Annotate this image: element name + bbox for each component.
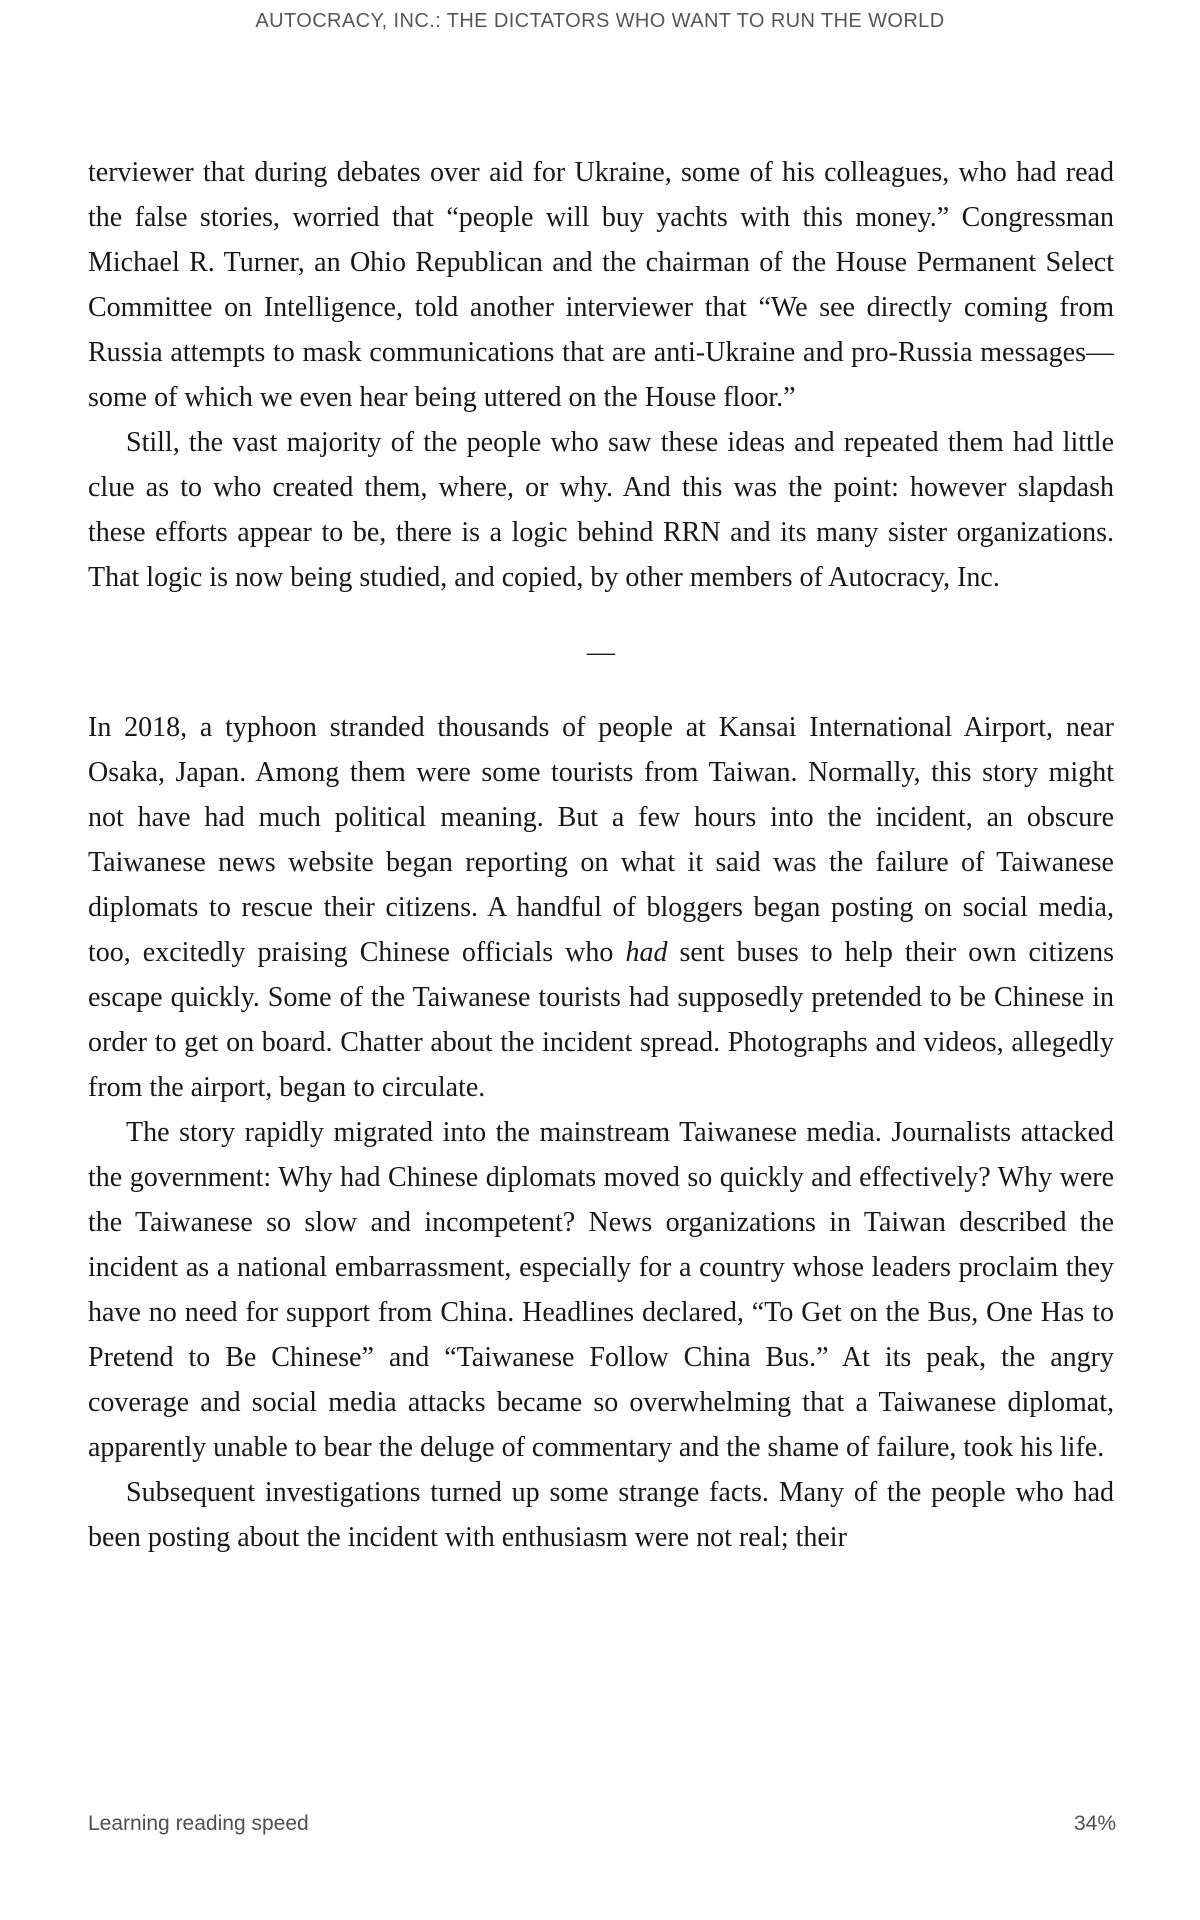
emphasized-text: had	[625, 937, 668, 968]
paragraph	[88, 1470, 1114, 1560]
paragraph	[88, 150, 1114, 420]
reading-progress: 34%	[1073, 1812, 1116, 1835]
text-run: sent buses to help their own citizens escape quickly. Some of the Taiwanese tourists had supposedly pretended to be Chinese in order to get on board. Chatter about the incident spread. Photographs and videos, allegedly from the airport, began to circulate.	[88, 937, 1114, 1103]
reading-speed-status: Learning reading speed	[88, 1812, 309, 1835]
text-run: The story rapidly migrated into the mainstream Taiwanese media. Journalists attacked the government: Why had Chinese diplomats moved so quickly and effectively? Why were the Taiwanese so slow and incompetent? News organizations in Taiwan described the incident as a national embarrassment, especially for a country whose leaders proclaim they have no need for support from China. Headlines declared, “To Get on the Bus, One Has to Pretend to Be Chinese” and “Taiwanese Follow China Bus.” At its peak, the angry coverage and social media attacks became so overwhelming that a Taiwanese diplomat, apparently unable to bear the deluge of commentary and the shame of failure, took his life.	[88, 1117, 1114, 1463]
section-separator	[88, 600, 1114, 705]
paragraph	[88, 1110, 1114, 1470]
text-run: terviewer that during debates over aid for Ukraine, some of his colleagues, who had read the false stories, worried that “people will buy yachts with this money.” Congressman Michael R. Turner, an Ohio Republican and the chairman of the House Permanent Select Committee on Intelligence, told another interviewer that “We see directly coming from Russia attempts to mask communications that are anti-Ukraine and pro-Russia messages—some of which we even hear being uttered on the House floor.”	[88, 157, 1114, 413]
text-run: In 2018, a typhoon stranded thousands of people at Kansai International Airport, near Osaka, Japan. Among them were some tourists from Taiwan. Normally, this story might not have had much political meaning. But a few hours into the incident, an obscure Taiwanese news website began reporting on what it said was the failure of Taiwanese diplomats to rescue their citizens. A handful of bloggers began posting on social media, too, excitedly praising Chinese officials who	[88, 712, 1114, 968]
page-content	[88, 150, 1114, 1560]
book-title-header: AUTOCRACY, INC.: THE DICTATORS WHO WANT TO RUN THE WORLD	[255, 10, 945, 32]
separator-dash: —	[587, 637, 615, 668]
page-footer	[88, 1812, 1116, 1836]
text-run: Still, the vast majority of the people who saw these ideas and repeated them had little clue as to who created them, where, or why. And this was the point: however slapdash these efforts appear to be, there is a logic behind RRN and its many sister organizations. That logic is now being studied, and copied, by other members of Autocracy, Inc.	[88, 427, 1114, 593]
text-run: Subsequent investigations turned up some strange facts. Many of the people who had been posting about the incident with enthusiasm were not real; their	[88, 1477, 1114, 1553]
paragraph	[88, 705, 1114, 1110]
paragraph	[88, 420, 1114, 600]
